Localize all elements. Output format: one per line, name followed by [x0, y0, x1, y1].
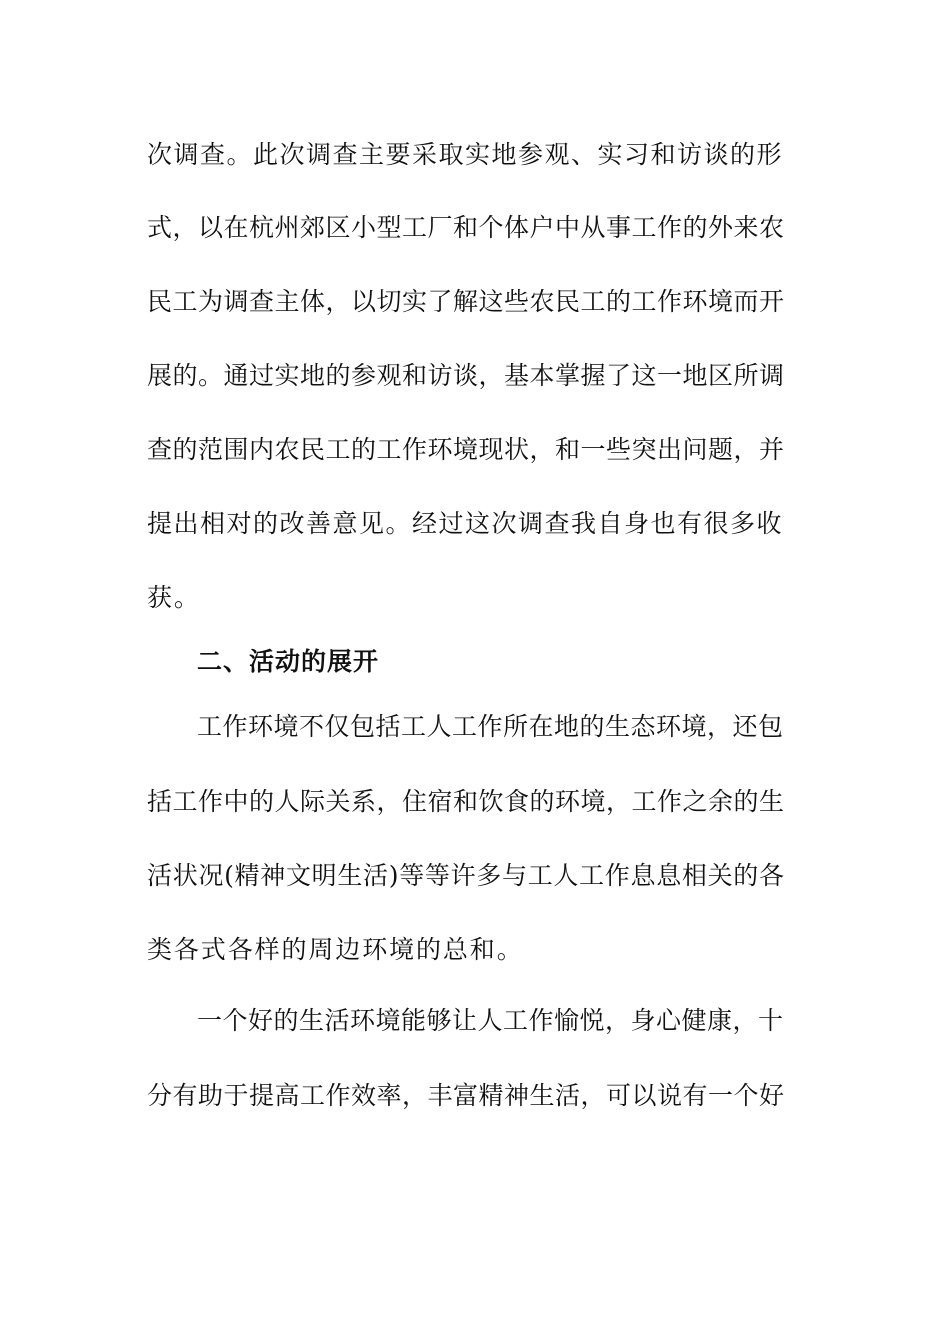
paragraph-2-line-1: 工作环境不仅包括工人工作所在地的生态环境，还包 — [197, 712, 784, 741]
paragraph-1-line-4: 展的。通过实地的参观和访谈，基本掌握了这一地区所调 — [147, 361, 785, 390]
paragraph-2-line-2: 括工作中的人际关系，住宿和饮食的环境，工作之余的生 — [147, 787, 785, 816]
paragraph-3-line-2: 分有助于提高工作效率，丰富精神生活，可以说有一个好 — [147, 1081, 785, 1110]
paragraph-1-line-3: 民工为调查主体，以切实了解这些农民工的工作环境而开 — [147, 287, 785, 316]
paragraph-2-line-3: 活状况(精神文明生活)等等许多与工人工作息息相关的各 — [147, 861, 785, 890]
paragraph-2-line-4: 类各式各样的周边环境的总和。 — [147, 935, 524, 964]
paragraph-1-line-5: 查的范围内农民工的工作环境现状，和一些突出问题，并 — [147, 435, 785, 464]
paragraph-1-line-2: 式，以在杭州郊区小型工厂和个体户中从事工作的外来农 — [147, 213, 785, 242]
paragraph-3-line-1: 一个好的生活环境能够让人工作愉悦，身心健康，十 — [197, 1006, 784, 1035]
paragraph-1-line-6: 提出相对的改善意见。经过这次调查我自身也有很多收 — [147, 509, 784, 538]
section-heading: 二、活动的展开 — [197, 647, 380, 676]
paragraph-1-line-1: 次调查。此次调查主要采取实地参观、实习和访谈的形 — [147, 140, 784, 169]
paragraph-1-line-7: 获。 — [147, 583, 201, 612]
